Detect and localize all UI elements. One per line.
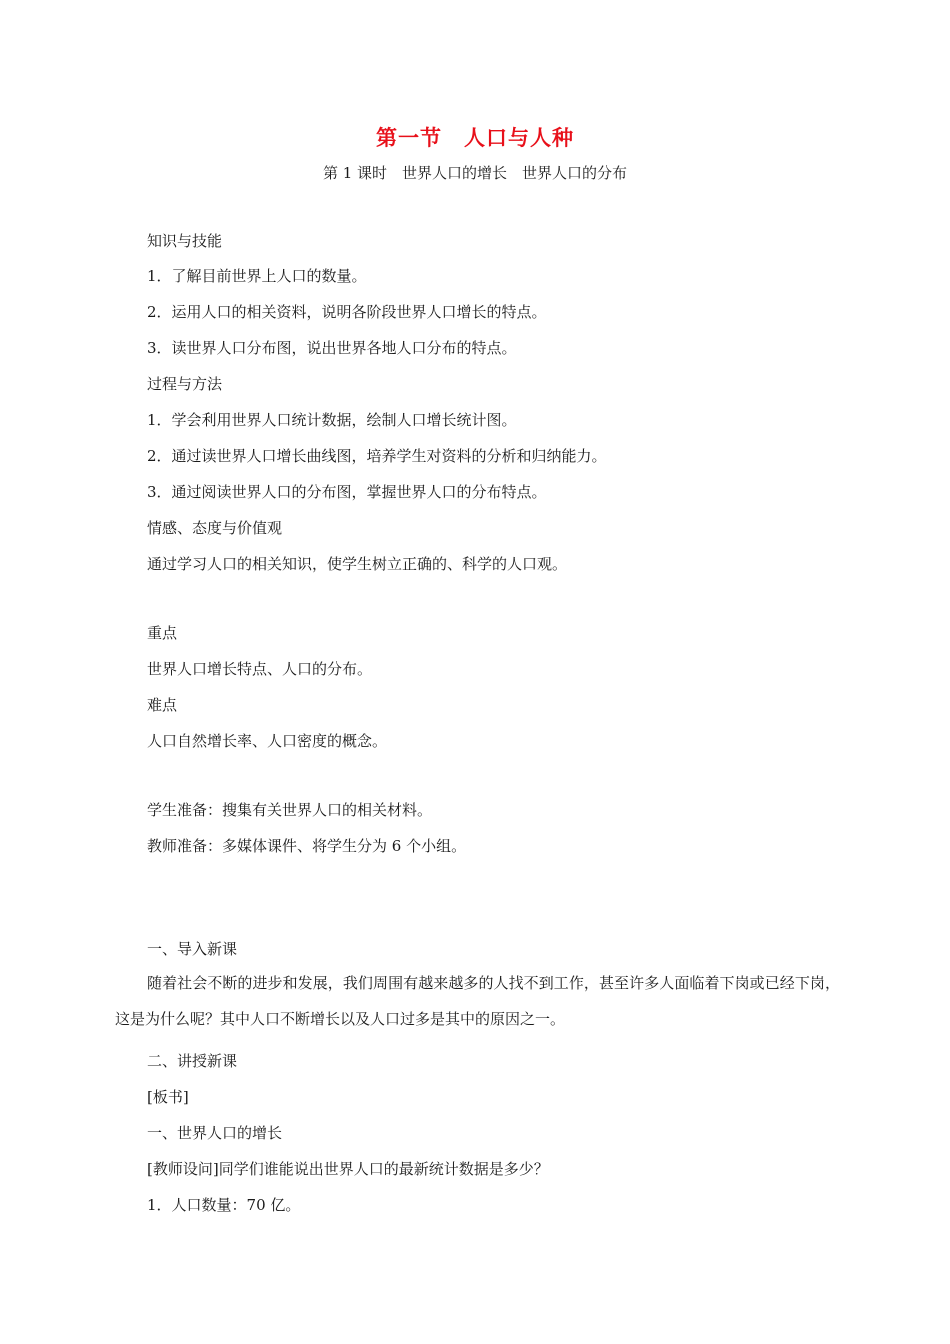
difficulty-text: 人口自然增长率、人口密度的概念。 [147,732,388,750]
teacher-preparation: 教师准备：多媒体课件、将学生分为 6 个小组。 [147,837,467,855]
process-item: 2．通过读世界人口增长曲线图，培养学生对资料的分析和归纳能力。 [147,447,607,465]
answer-line: 1．人口数量：70 亿。 [147,1196,301,1214]
process-heading: 过程与方法 [147,375,223,393]
intro-paragraph: 随着社会不断的进步和发展，我们周围有越来越多的人找不到工作，甚至许多人面临着下岗或已经下岗，这是为什么呢？其中人口不断增长以及人口过多是其中的原因之一。 [115,974,840,1028]
board-label: [板书] [147,1088,189,1106]
knowledge-item: 2．运用人口的相关资料，说明各阶段世界人口增长的特点。 [147,303,547,321]
focus-heading: 重点 [147,624,178,642]
page-title: 第一节 人口与人种 [376,125,574,150]
knowledge-item: 3．读世界人口分布图，说出世界各地人口分布的特点。 [147,339,517,357]
teacher-question: [教师设问]同学们谁能说出世界人口的最新统计数据是多少？ [147,1160,549,1178]
student-preparation: 学生准备：搜集有关世界人口的相关材料。 [147,801,433,819]
attitude-text: 通过学习人口的相关知识，使学生树立正确的、科学的人口观。 [147,555,568,573]
lesson-subtitle: 第 1 课时 世界人口的增长 世界人口的分布 [322,164,628,182]
difficulty-heading: 难点 [147,696,178,714]
knowledge-item: 1．了解目前世界上人口的数量。 [147,267,367,285]
teach-heading: 二、讲授新课 [147,1052,238,1070]
board-title: 一、世界人口的增长 [147,1124,283,1142]
intro-heading: 一、导入新课 [147,940,238,958]
knowledge-heading: 知识与技能 [147,232,223,250]
process-item: 3．通过阅读世界人口的分布图，掌握世界人口的分布特点。 [147,483,547,501]
process-item: 1．学会利用世界人口统计数据，绘制人口增长统计图。 [147,411,517,429]
attitude-heading: 情感、态度与价值观 [147,519,283,537]
focus-text: 世界人口增长特点、人口的分布。 [147,660,373,678]
